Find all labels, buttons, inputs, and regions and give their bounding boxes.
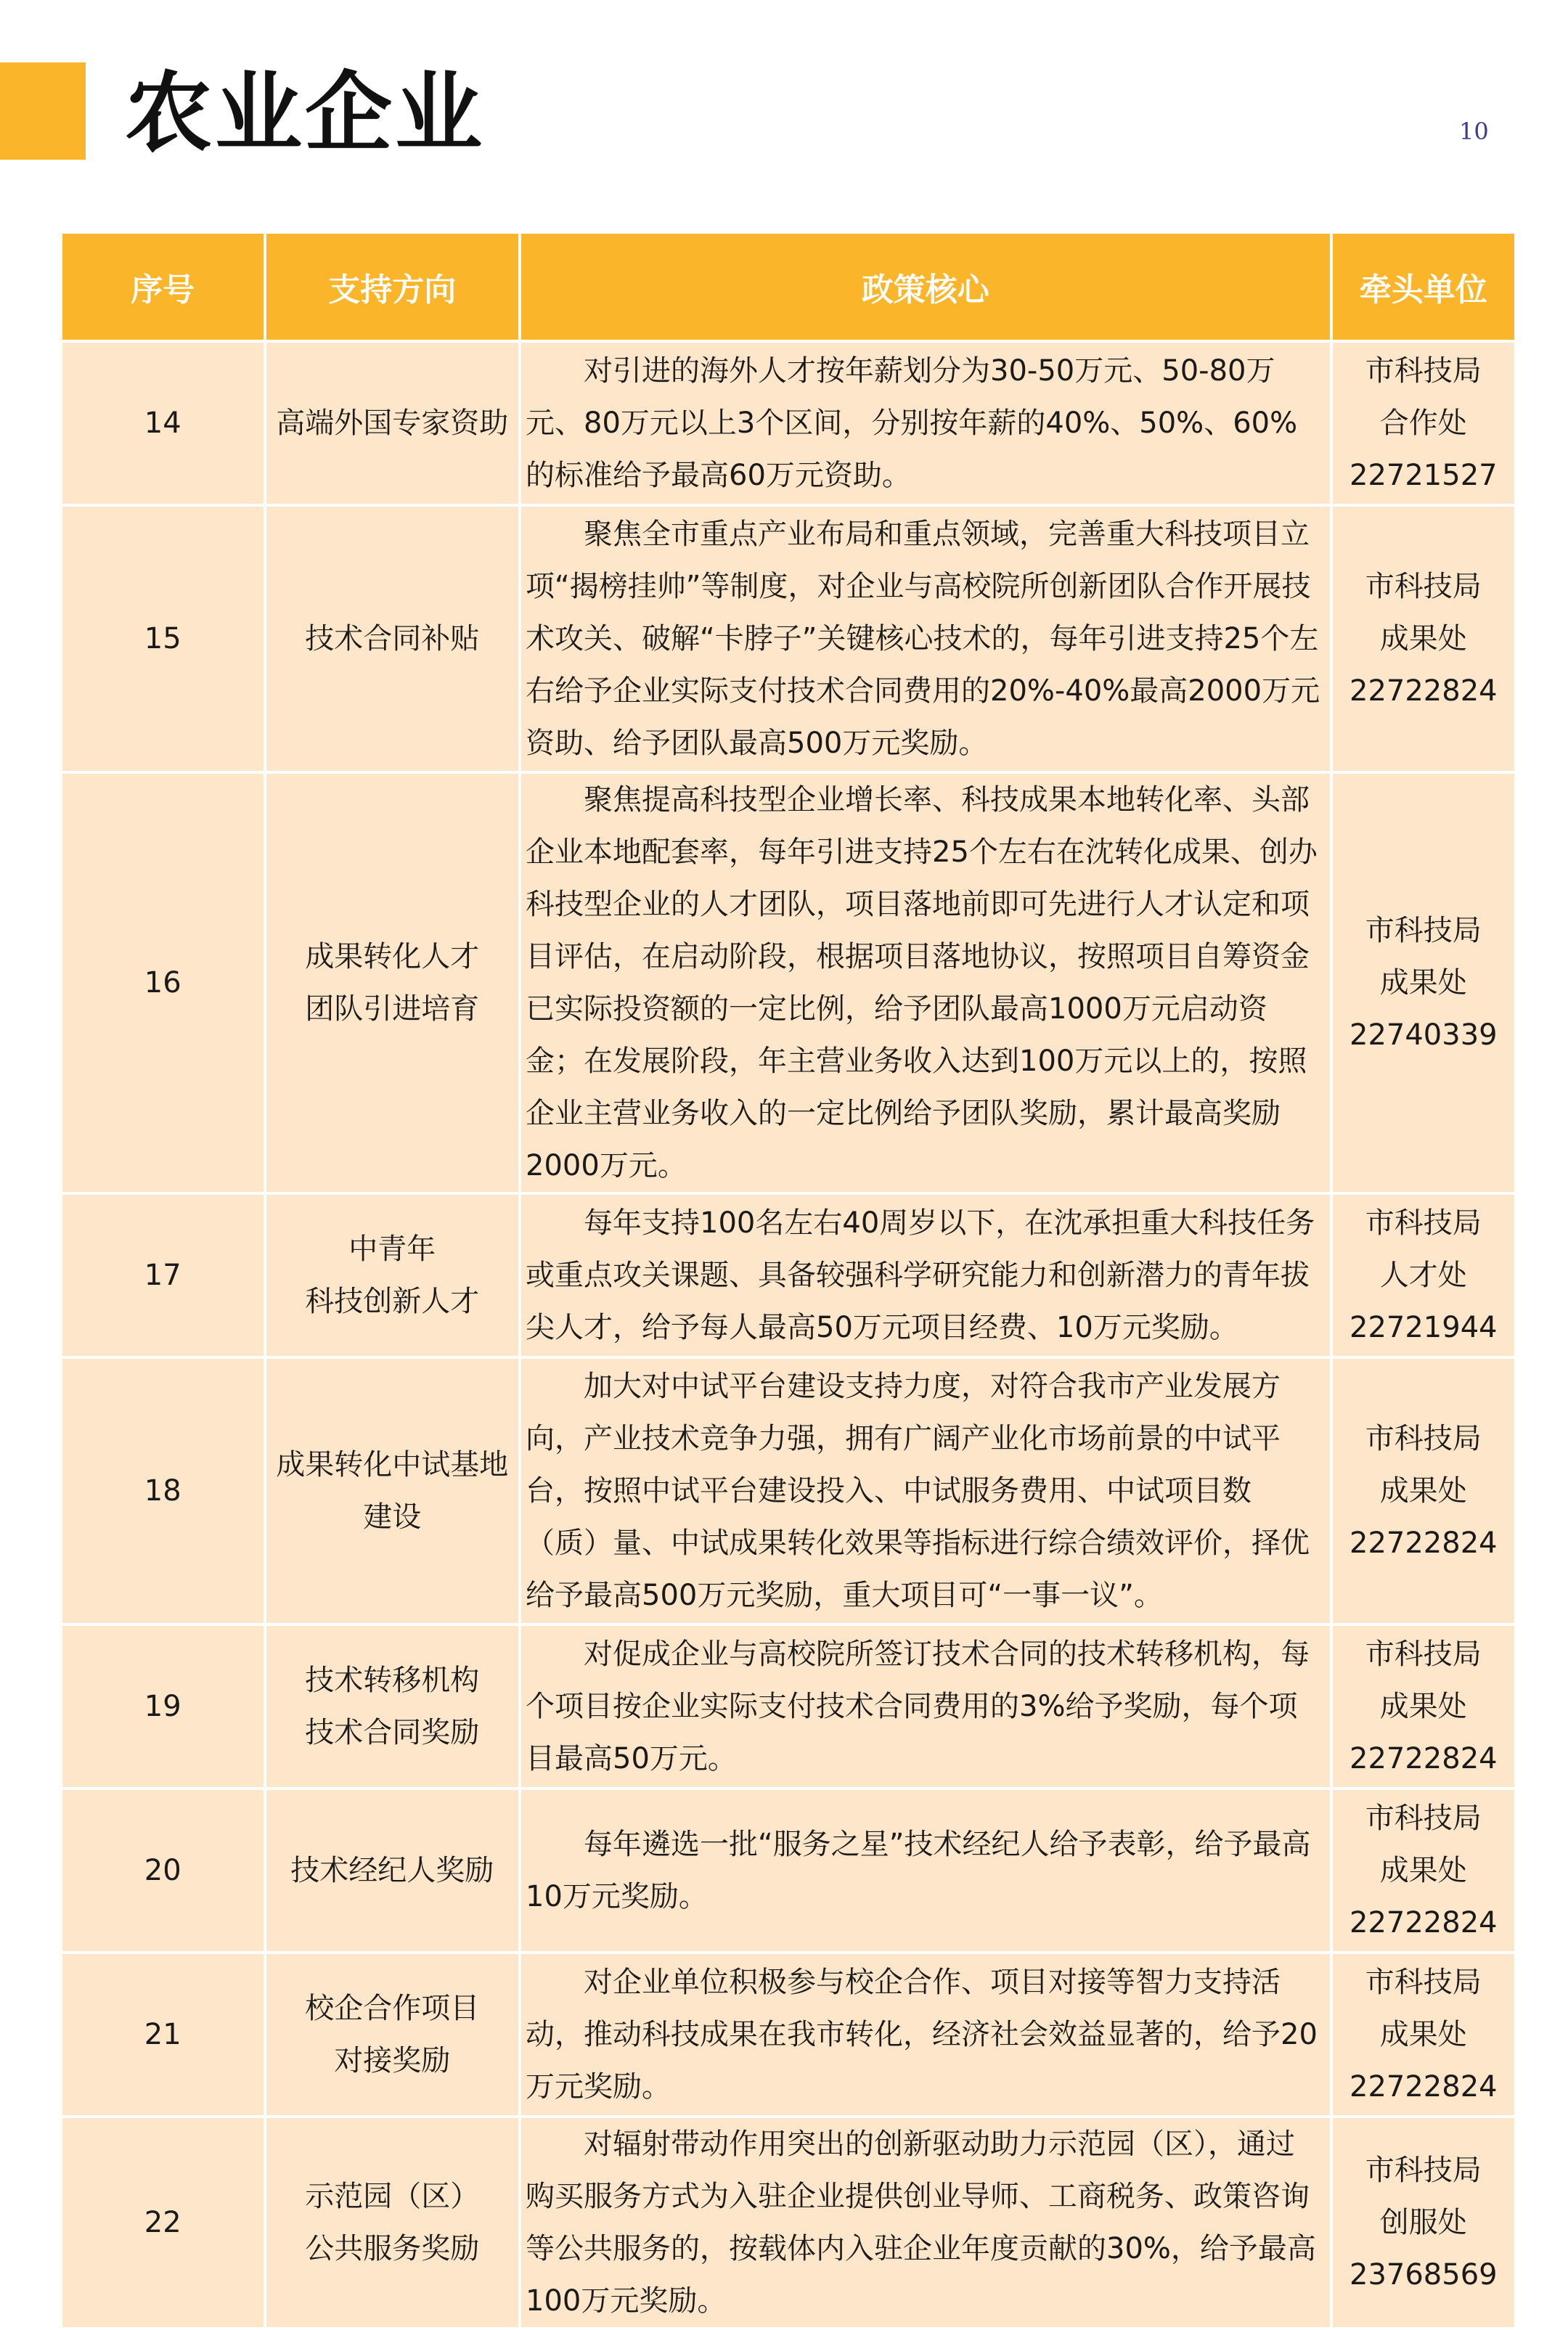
- cell-core: 对辐射带动作用突出的创新驱动助力示范园（区），通过购买服务方式为入驻企业提供创业导师、工商税务、政策咨询等公共服务的，按载体内入驻企业年度贡献的30%，给予最高100万元奖励。: [521, 2118, 1330, 2327]
- cell-core: 每年遴选一批“服务之星”技术经纪人给予表彰，给予最高10万元奖励。: [521, 1790, 1330, 1951]
- cell-direction: 成果转化中试基地 建设: [266, 1359, 519, 1623]
- cell-number: 15: [62, 507, 264, 771]
- cell-direction: 高端外国专家资助: [266, 343, 519, 504]
- cell-unit: 市科技局 合作处 22721527: [1333, 343, 1514, 504]
- cell-number: 16: [62, 774, 264, 1192]
- header-accent-bar: [0, 62, 86, 160]
- cell-unit: 市科技局 人才处 22721944: [1333, 1195, 1514, 1356]
- cell-unit: 市科技局 成果处 22722824: [1333, 1954, 1514, 2115]
- cell-unit: 市科技局 成果处 22722824: [1333, 1359, 1514, 1623]
- cell-direction: 技术合同补贴: [266, 507, 519, 771]
- table-row: [62, 2118, 1514, 2327]
- table-row: [62, 1954, 1514, 2115]
- cell-number: 20: [62, 1790, 264, 1951]
- table-row: [62, 1790, 1514, 1951]
- cell-core: 对促成企业与高校院所签订技术合同的技术转移机构，每个项目按企业实际支付技术合同费用的3%给予奖励，每个项目最高50万元。: [521, 1626, 1330, 1787]
- table-row: [62, 507, 1514, 771]
- page-number: 10: [1459, 118, 1489, 145]
- cell-number: 17: [62, 1195, 264, 1356]
- cell-direction: 技术经纪人奖励: [266, 1790, 519, 1951]
- table-row: [62, 1195, 1514, 1356]
- cell-number: 19: [62, 1626, 264, 1787]
- column-header-number: 序号: [62, 234, 264, 340]
- cell-core: 每年支持100名左右40周岁以下，在沈承担重大科技任务或重点攻关课题、具备较强科学研究能力和创新潜力的青年拔尖人才，给予每人最高50万元项目经费、10万元奖励。: [521, 1195, 1330, 1356]
- policy-table: [60, 231, 1517, 2330]
- cell-core: 聚焦全市重点产业布局和重点领域，完善重大科技项目立项“揭榜挂帅”等制度，对企业与高校院所创新团队合作开展技术攻关、破解“卡脖子”关键核心技术的，每年引进支持25个左右给予企业实际支付技术合同费用的20%-40%最高2000万元资助、给予团队最高500万元奖励。: [521, 507, 1330, 771]
- cell-direction: 成果转化人才 团队引进培育: [266, 774, 519, 1192]
- cell-number: 22: [62, 2118, 264, 2327]
- cell-direction: 示范园（区） 公共服务奖励: [266, 2118, 519, 2327]
- cell-unit: 市科技局 成果处 22740339: [1333, 774, 1514, 1192]
- cell-unit: 市科技局 创服处 23768569: [1333, 2118, 1514, 2327]
- table-row: [62, 1626, 1514, 1787]
- page-title: 农业企业: [125, 63, 485, 164]
- column-header-unit: 牵头单位: [1333, 234, 1514, 340]
- cell-core: 聚焦提高科技型企业增长率、科技成果本地转化率、头部企业本地配套率，每年引进支持25个左右在沈转化成果、创办科技型企业的人才团队，项目落地前即可先进行人才认定和项目评估，在启动阶段，根据项目落地协议，按照项目自筹资金已实际投资额的一定比例，给予团队最高1000万元启动资金；在发展阶段，年主营业务收入达到100万元以上的，按照企业主营业务收入的一定比例给予团队奖励，累计最高奖励2000万元。: [521, 774, 1330, 1192]
- cell-unit: 市科技局 成果处 22722824: [1333, 1790, 1514, 1951]
- cell-unit: 市科技局 成果处 22722824: [1333, 1626, 1514, 1787]
- cell-unit: 市科技局 成果处 22722824: [1333, 507, 1514, 771]
- column-header-direction: 支持方向: [266, 234, 519, 340]
- column-header-core: 政策核心: [521, 234, 1330, 340]
- cell-direction: 技术转移机构 技术合同奖励: [266, 1626, 519, 1787]
- cell-direction: 中青年 科技创新人才: [266, 1195, 519, 1356]
- table-row: [62, 1359, 1514, 1623]
- table-row: [62, 774, 1514, 1192]
- table-row: [62, 343, 1514, 504]
- cell-core: 对引进的海外人才按年薪划分为30-50万元、50-80万元、80万元以上3个区间，分别按年薪的40%、50%、60%的标准给予最高60万元资助。: [521, 343, 1330, 504]
- cell-core: 加大对中试平台建设支持力度，对符合我市产业发展方向，产业技术竞争力强，拥有广阔产业化市场前景的中试平台，按照中试平台建设投入、中试服务费用、中试项目数（质）量、中试成果转化效果等指标进行综合绩效评价，择优给予最高500万元奖励，重大项目可“一事一议”。: [521, 1359, 1330, 1623]
- cell-number: 14: [62, 343, 264, 504]
- cell-number: 18: [62, 1359, 264, 1623]
- table-header-row: [62, 234, 1514, 340]
- cell-core: 对企业单位积极参与校企合作、项目对接等智力支持活动，推动科技成果在我市转化，经济社会效益显著的，给予20万元奖励。: [521, 1954, 1330, 2115]
- cell-number: 21: [62, 1954, 264, 2115]
- cell-direction: 校企合作项目 对接奖励: [266, 1954, 519, 2115]
